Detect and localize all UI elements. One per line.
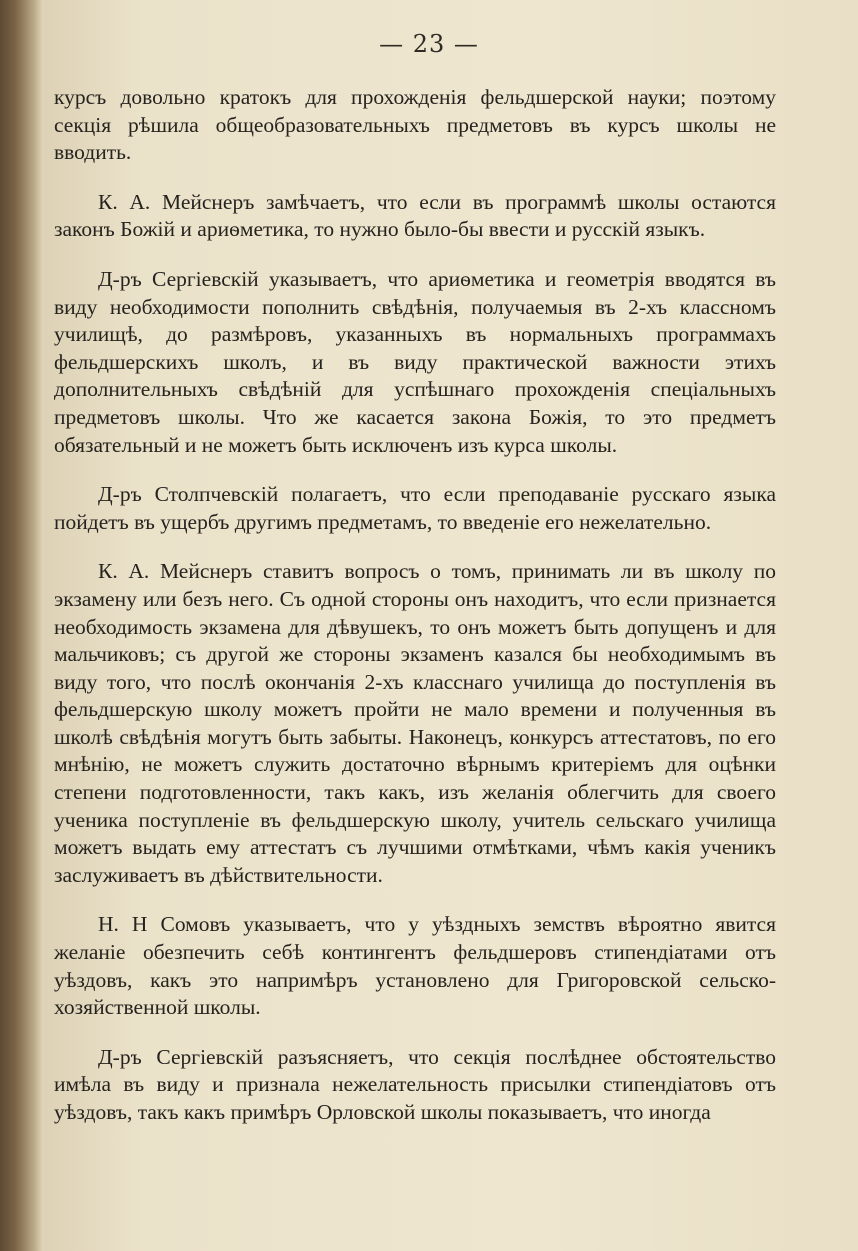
paragraph-stolpchevsky: Д-ръ Столпчевскій полагаетъ, что если преподаваніе русскаго языка пойдетъ въ ущербъ другимъ предметамъ, то введеніе его нежелательно.: [54, 482, 776, 534]
paragraph-meisner-exam: К. А. Мейснеръ ставитъ вопросъ о томъ, принимать ли въ школу по экзамену или безъ него. Съ одной стороны онъ находитъ, что если признается необходимость экзамена для дѣвушекъ, то онъ можетъ быть допущенъ и для мальчиковъ; съ другой же стороны экзаменъ казался бы необходимымъ въ виду того, что послѣ окончанія 2-хъ класснаго училища до поступленія въ фельдшерскую школу можетъ пройти не мало времени и полученныя въ школѣ свѣдѣнія могутъ быть забыты. Наконецъ, конкурсъ аттестатовъ, по его мнѣнію, не можетъ служить достаточно вѣрнымъ критеріемъ для оцѣнки степени подготовленности, такъ какъ, изъ желанія облегчить для своего ученика поступленіе въ фельдшерскую школу, учитель сельскаго училища можетъ выдать ему аттестатъ съ лучшими отмѣтками, чѣмъ какія ученикъ заслуживаетъ въ дѣйствительности.: [54, 559, 776, 887]
paragraph-somov: Н. Н Сомовъ указываетъ, что у уѣздныхъ земствъ вѣроятно явится желаніе обезпечить себѣ контингентъ фельдшеровъ стипендіатами отъ уѣздовъ, какъ это напримѣръ установлено для Григоровской сельско-хозяйственной школы.: [54, 912, 776, 1020]
body-text: [54, 84, 776, 1149]
paragraph-sergievsky-stipend: Д-ръ Сергіевскій разъясняетъ, что секція послѣднее обстоятельство имѣла въ виду и признала нежелательность присылки стипендіатовъ отъ уѣздовъ, такъ какъ примѣръ Орловской школы показываетъ, что иногда: [54, 1044, 776, 1124]
page-number: — 23 —: [379, 30, 479, 58]
paragraph-meisner-remark: К. А. Мейснеръ замѣчаетъ, что если въ программѣ школы остаются законъ Божій и ариѳметика, то нужно было-бы ввести и русскій языкъ.: [54, 189, 776, 242]
paragraph-sergievsky-arithmetic: Д-ръ Сергіевскій указываетъ, что ариѳметика и геометрія вводятся въ виду необходимости пополнить свѣдѣнія, получаемыя въ 2-хъ классномъ училищѣ, до размѣровъ, указанныхъ въ нормальныхъ программахъ фельдшерскихъ школъ, и въ виду практической важности этихъ дополнительныхъ свѣдѣній для успѣшнаго прохожденія спеціальныхъ предметовъ школы. Что же касается закона Божія, то это предметъ обязательный и не можетъ быть исключенъ изъ курса школы.: [54, 266, 776, 457]
book-spine-shadow: [0, 0, 44, 1251]
paragraph-continuation: курсъ довольно кратокъ для прохожденія фельдшерской науки; поэтому секція рѣшила общеобразовательныхъ предметовъ въ курсъ школы не вводить.: [54, 85, 776, 165]
